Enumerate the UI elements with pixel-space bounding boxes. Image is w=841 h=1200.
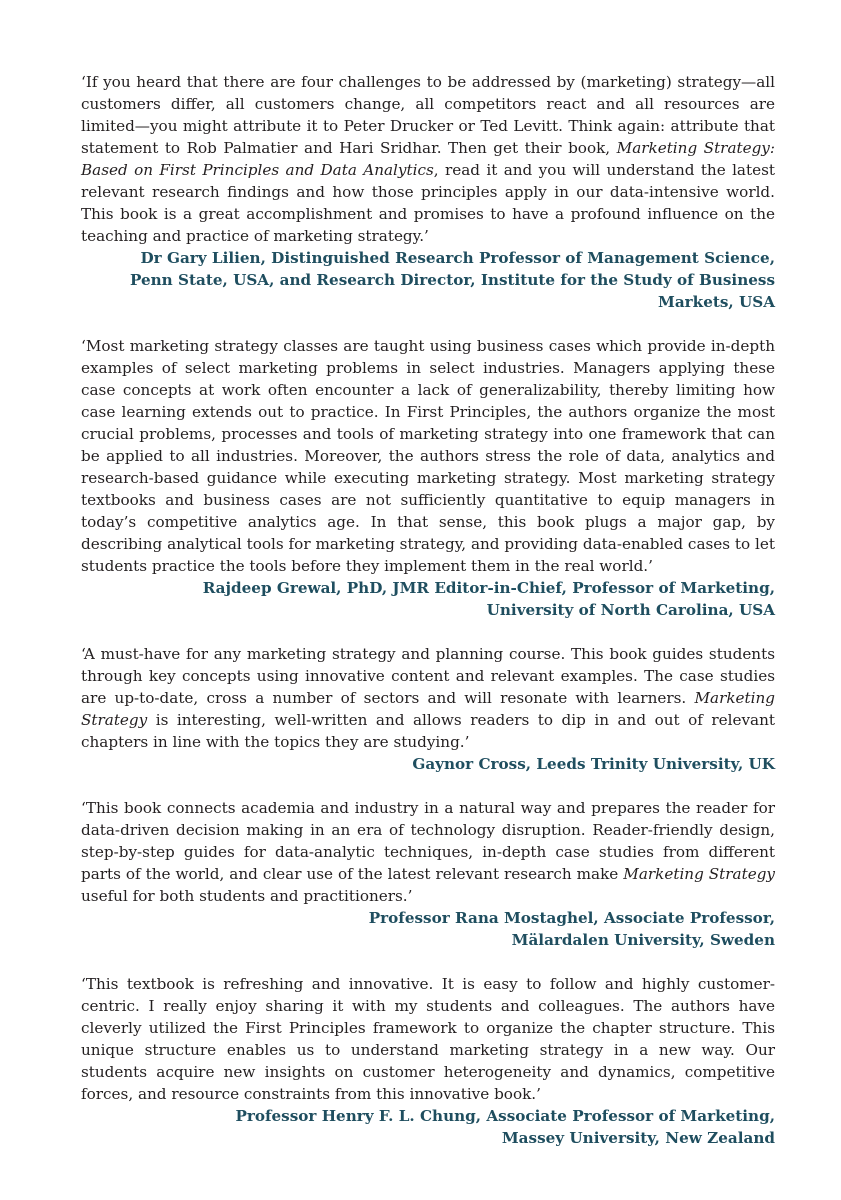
attribution-line: Professor Rana Mostaghel, Associate Professor,: [368, 909, 775, 927]
endorsement-quote: [81, 973, 775, 1105]
attribution-line: Rajdeep Grewal, PhD, JMR Editor-in-Chief, Professor of Marketing,: [202, 579, 775, 597]
attribution-line: Dr Gary Lilien, Distinguished Research Professor of Management Science,: [140, 249, 775, 267]
endorsement-attribution: [81, 753, 775, 775]
endorsement-attribution: [81, 577, 775, 621]
quote-text: ‘Most marketing strategy classes are taught using business cases which provide in-depth examples of select marketing problems in select industries. Managers applying these case concepts at work often encounter a lack of generalizability, thereby limiting how case learning extends out to practice. In First Principles, the authors organize the most crucial problems, processes and tools of marketing strategy into one framework that can be applied to all industries. Moreover, the authors stress the role of data, analytics and research-based guidance while executing marketing strategy. Most marketing strategy textbooks and business cases are not sufficiently quantitative to equip managers in today’s competitive analytics age. In that sense, this book plugs a major gap, by describing analytical tools for marketing strategy, and providing data-enabled cases to let students practice the tools before they implement them in the real world.’: [81, 337, 775, 575]
endorsement-grewal: [81, 335, 775, 621]
endorsements-page: [81, 71, 775, 1171]
endorsement-quote: [81, 643, 775, 753]
endorsement-quote: [81, 797, 775, 907]
quote-text: is interesting, well-written and allows readers to dip in and out of relevant chapters in line with the topics they are studying.’: [81, 711, 775, 751]
endorsement-quote: [81, 335, 775, 577]
endorsement-attribution: [81, 247, 775, 313]
attribution-line: Penn State, USA, and Research Director, Institute for the Study of Business Markets, USA: [129, 271, 775, 311]
endorsement-chung: [81, 973, 775, 1149]
book-title: Marketing Strategy: [81, 689, 775, 729]
quote-text: ‘This book connects academia and industry in a natural way and prepares the reader for data-driven decision making in an era of technology disruption. Reader-friendly design, step-by-step guides for data-analytic techniques, in-depth case studies from different parts of the world, and clear use of the latest relevant research make: [81, 799, 775, 883]
endorsement-cross: [81, 643, 775, 775]
attribution-line: Professor Henry F. L. Chung, Associate Professor of Marketing,: [235, 1107, 775, 1125]
attribution-line: University of North Carolina, USA: [486, 601, 775, 619]
book-title: Marketing Strategy: Based on First Principles and Data Analytics: [81, 139, 776, 179]
endorsement-attribution: [81, 907, 775, 951]
endorsement-lilien: [81, 71, 775, 313]
endorsement-mostaghel: [81, 797, 775, 951]
endorsement-quote: [81, 71, 775, 247]
quote-text: ‘If you heard that there are four challenges to be addressed by (marketing) strategy—all customers differ, all customers change, all competitors react and all resources are limited—you might attribute it to Peter Drucker or Ted Levitt. Think again: attribute that statement to Rob Palmatier and Hari Sridhar. Then get their book,: [81, 73, 775, 157]
endorsement-attribution: [81, 1105, 775, 1149]
quote-text: ‘A must-have for any marketing strategy and planning course. This book guides students through key concepts using innovative content and relevant examples. The case studies are up-to-date, cross a number of sectors and will resonate with learners.: [81, 645, 775, 707]
quote-text: useful for both students and practitioners.’: [81, 887, 413, 905]
quote-text: , read it and you will understand the latest relevant research findings and how those principles apply in our data-intensive world. This book is a great accomplishment and promises to have a profound influence on the teaching and practice of marketing strategy.’: [81, 161, 775, 245]
book-title: Marketing Strategy: [623, 865, 775, 883]
attribution-line: Gaynor Cross, Leeds Trinity University, UK: [412, 755, 775, 773]
attribution-line: Massey University, New Zealand: [501, 1129, 775, 1147]
quote-text: ‘This textbook is refreshing and innovative. It is easy to follow and highly customer-centric. I really enjoy sharing it with my students and colleagues. The authors have cleverly utilized the First Principles framework to organize the chapter structure. This unique structure enables us to understand marketing strategy in a new way. Our students acquire new insights on customer heterogeneity and dynamics, competitive forces, and resource constraints from this innovative book.’: [81, 975, 775, 1103]
attribution-line: Mälardalen University, Sweden: [511, 931, 775, 949]
